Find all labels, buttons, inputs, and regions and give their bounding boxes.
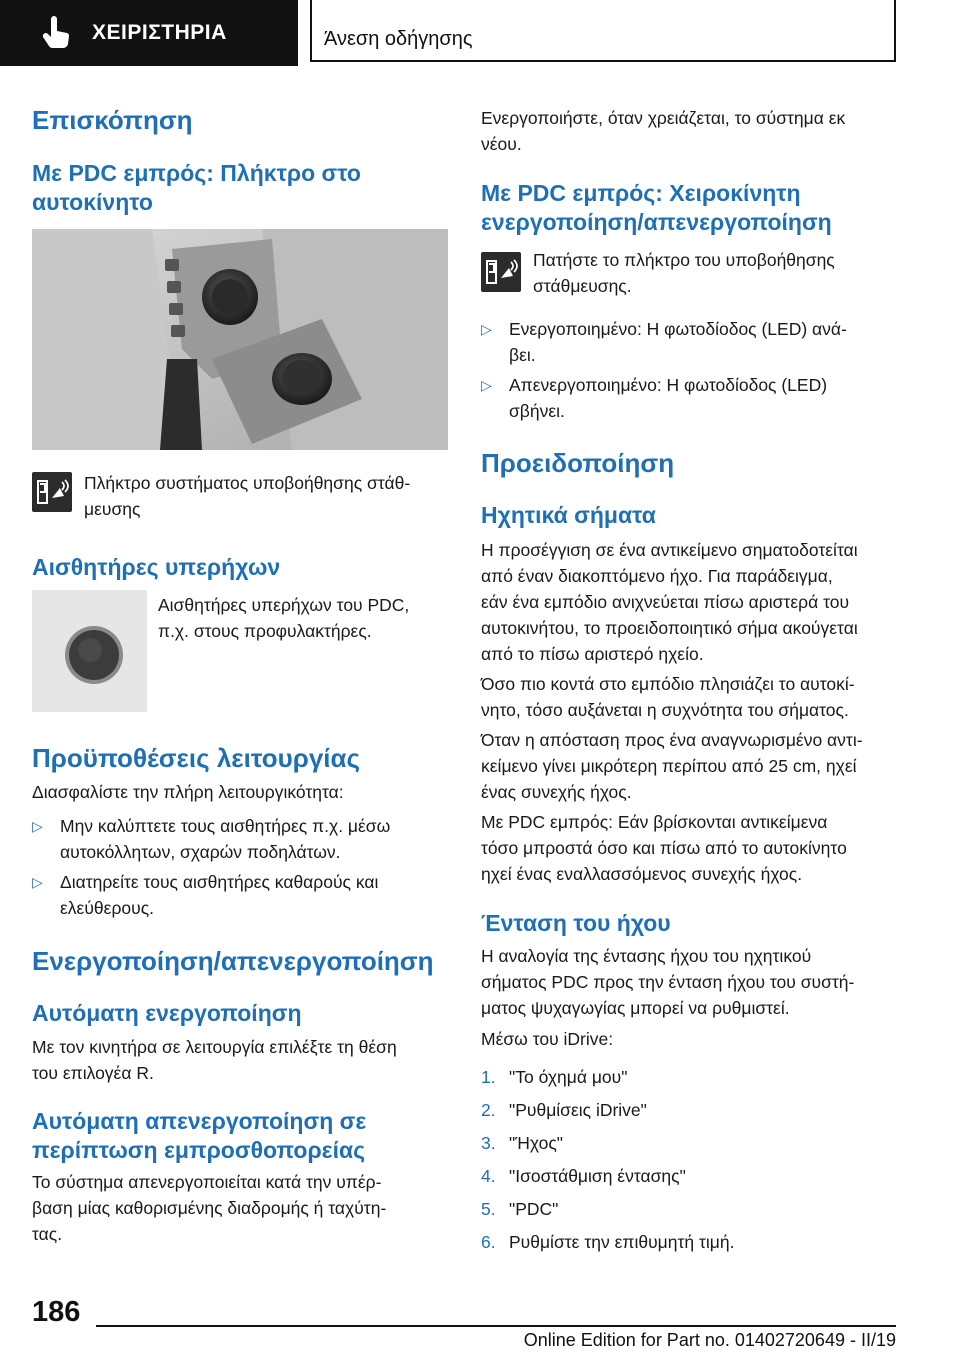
- steps-list: [481, 1064, 734, 1255]
- sensors-text-line1: Αισθητήρες υπερήχων του PDC,: [158, 595, 410, 615]
- auto-activation-line1: Με τον κινητήρα σε λειτουργία επιλέξτε τη θέση: [32, 1037, 397, 1057]
- heading-manual-line2: ενεργοποίηση/απενεργοποίηση: [481, 209, 832, 235]
- heading-requirements: Προϋποθέσεις λειτουργίας: [32, 743, 361, 773]
- step-item: [481, 1097, 734, 1123]
- sensors-text-line2: π.χ. στους προφυλακτήρες.: [158, 621, 372, 641]
- heading-activation: Ενεργοποίηση/απενεργοποίηση: [32, 946, 434, 976]
- step-text: Ρυθμίστε την επιθυμητή τιμή.: [509, 1232, 735, 1252]
- heading-pdc-front-button-line2: αυτοκίνητο: [32, 189, 153, 215]
- volume-paragraph: [481, 943, 854, 1021]
- step-item: [481, 1196, 734, 1222]
- bullet-line: Απενεργοποιημένο: Η φωτοδίοδος (LED): [509, 375, 828, 395]
- requirements-intro: Διασφαλίστε την πλήρη λειτουργικότητα:: [32, 782, 344, 802]
- heading-auto-deactivation-line2: περίπτωση εμπροσθοπορείας: [32, 1137, 366, 1163]
- bullet-line: Ενεργοποιημένο: Η φωτοδίοδος (LED) ανά‐: [509, 319, 847, 339]
- triangle-bullet-icon: ▷: [481, 321, 492, 337]
- heading-pdc-front-button-line1: Με PDC εμπρός: Πλήκτρο στο: [32, 160, 361, 186]
- acoustic-paragraph-4: [481, 809, 847, 887]
- acoustic-paragraph-1: [481, 537, 858, 667]
- step-text: "Το όχημά μου": [509, 1067, 628, 1087]
- text-line: Η προσέγγιση σε ένα αντικείμενο σηματοδοτείται: [481, 540, 858, 560]
- status-bullet-1: [481, 316, 847, 368]
- press-text-line1: Πατήστε το πλήκτρο του υποβοήθησης: [533, 250, 835, 270]
- heading-volume: Ένταση του ήχου: [481, 910, 671, 936]
- bullet-line: βει.: [509, 345, 536, 365]
- text-line: Η αναλογία της έντασης ήχου του ηχητικού: [481, 946, 812, 966]
- heading-manual-line1: Με PDC εμπρός: Χειροκίνητη: [481, 180, 801, 206]
- text-line: Με PDC εμπρός: Εάν βρίσκονται αντικείμενα: [481, 812, 828, 832]
- sensor-photo: [32, 590, 147, 712]
- edition-text: Online Edition for Part no. 01402720649 - II/19: [523, 1330, 896, 1350]
- triangle-bullet-icon: ▷: [32, 874, 43, 890]
- step-text: "Ρυθμίσεις iDrive": [509, 1100, 647, 1120]
- reactivate-line2: νέου.: [481, 134, 522, 154]
- text-line: Όσο πιο κοντά στο εμπόδιο πλησιάζει το αυτοκί‐: [481, 674, 855, 694]
- bullet-line: Μην καλύπτετε τους αισθητήρες π.χ. μέσω: [60, 816, 391, 836]
- press-text-line2: στάθμευσης.: [533, 276, 632, 296]
- chapter-label: ΧΕΙΡΙΣΤΗΡΙΑ: [92, 21, 227, 44]
- step-text: "PDC": [509, 1199, 559, 1219]
- step-item: [481, 1064, 734, 1090]
- auto-deactivation-line2: βαση μίας καθορισμένης διαδρομής ή ταχύτη‐: [32, 1198, 387, 1218]
- text-line: από έναν διακοπτόμενο ήχο. Για παράδειγμα,: [481, 566, 833, 586]
- step-item: [481, 1163, 734, 1189]
- status-bullet-2: [481, 372, 827, 424]
- acoustic-paragraph-2: [481, 671, 855, 723]
- text-line: τόσο μπροστά όσο και πίσω από το αυτοκίνητο: [481, 838, 847, 858]
- step-text: "Ισοστάθμιση έντασης": [509, 1166, 686, 1186]
- bullet-line: αυτοκόλλητων, σχαρών ποδηλάτων.: [60, 842, 341, 862]
- reactivate-line1: Ενεργοποιήστε, όταν χρειάζεται, το σύστημα εκ: [481, 108, 846, 128]
- step-item: [481, 1229, 734, 1255]
- page-number: 186: [32, 1296, 81, 1328]
- text-line: Όταν η απόσταση προς ένα αναγνωρισμένο αντι‐: [481, 730, 863, 750]
- heading-warning: Προειδοποίηση: [481, 448, 675, 478]
- triangle-bullet-icon: ▷: [32, 818, 43, 834]
- text-line: ηχεί ένας εναλλασσόμενος συνεχής ήχος.: [481, 864, 803, 884]
- footer-divider: [96, 1325, 896, 1327]
- bullet-line: ελεύθερους.: [60, 898, 155, 918]
- text-line: ματος ψυχαγωγίας μπορεί να ρυθμιστεί.: [481, 998, 790, 1018]
- text-line: νητο, τόσο αυξάνεται η συχνότητα του σήματος.: [481, 700, 849, 720]
- auto-deactivation-line3: τας.: [32, 1224, 63, 1244]
- parking-assist-icon: [481, 252, 521, 292]
- step-number: 6.: [481, 1232, 496, 1252]
- parking-assist-icon: [32, 472, 72, 512]
- text-line: αυτοκινήτου, το προειδοποιητικό σήμα ακούγεται: [481, 618, 858, 638]
- step-text: "Ήχος": [509, 1133, 563, 1153]
- text-line: σήματος PDC προς την ένταση ήχου του συστή‐: [481, 972, 855, 992]
- requirement-bullet-2: [32, 869, 378, 921]
- heading-overview: Επισκόπηση: [32, 105, 193, 135]
- text-line: εάν ένα εμπόδιο ανιχνεύεται πίσω αριστερά του: [481, 592, 850, 612]
- text-line: κείμενο γίνει μικρότερη περίπου από 25 cm, ηχεί: [481, 756, 857, 776]
- step-number: 1.: [481, 1067, 496, 1087]
- requirement-bullet-1: [32, 813, 390, 865]
- auto-deactivation-line1: Το σύστημα απενεργοποιείται κατά την υπέρ‐: [32, 1172, 382, 1192]
- step-number: 4.: [481, 1166, 496, 1186]
- text-line: ένας συνεχής ήχος.: [481, 782, 632, 802]
- auto-activation-line2: του επιλογέα R.: [32, 1063, 154, 1083]
- heading-auto-deactivation-line1: Αυτόματη απενεργοποίηση σε: [32, 1108, 367, 1134]
- triangle-bullet-icon: ▷: [481, 377, 492, 393]
- bullet-line: σβήνει.: [509, 401, 565, 421]
- acoustic-paragraph-3: [481, 727, 863, 805]
- heading-sensors: Αισθητήρες υπερήχων: [32, 554, 281, 580]
- center-console-photo: [32, 229, 448, 450]
- text-line: από το πίσω αριστερό ηχείο.: [481, 644, 704, 664]
- step-number: 2.: [481, 1100, 496, 1120]
- step-number: 5.: [481, 1199, 496, 1219]
- bullet-line: Διατηρείτε τους αισθητήρες καθαρούς και: [60, 872, 379, 892]
- section-title: Άνεση οδήγησης: [324, 28, 473, 50]
- button-caption-line1: Πλήκτρο συστήματος υποβοήθησης στάθ‐: [84, 473, 411, 493]
- heading-acoustic: Ηχητικά σήματα: [481, 502, 656, 528]
- right-column: [481, 0, 897, 1252]
- button-caption-line2: μευσης: [84, 499, 141, 519]
- via-idrive: Μέσω του iDrive:: [481, 1029, 614, 1049]
- step-item: [481, 1130, 734, 1156]
- step-number: 3.: [481, 1133, 496, 1153]
- heading-auto-activation: Αυτόματη ενεργοποίηση: [32, 1000, 302, 1026]
